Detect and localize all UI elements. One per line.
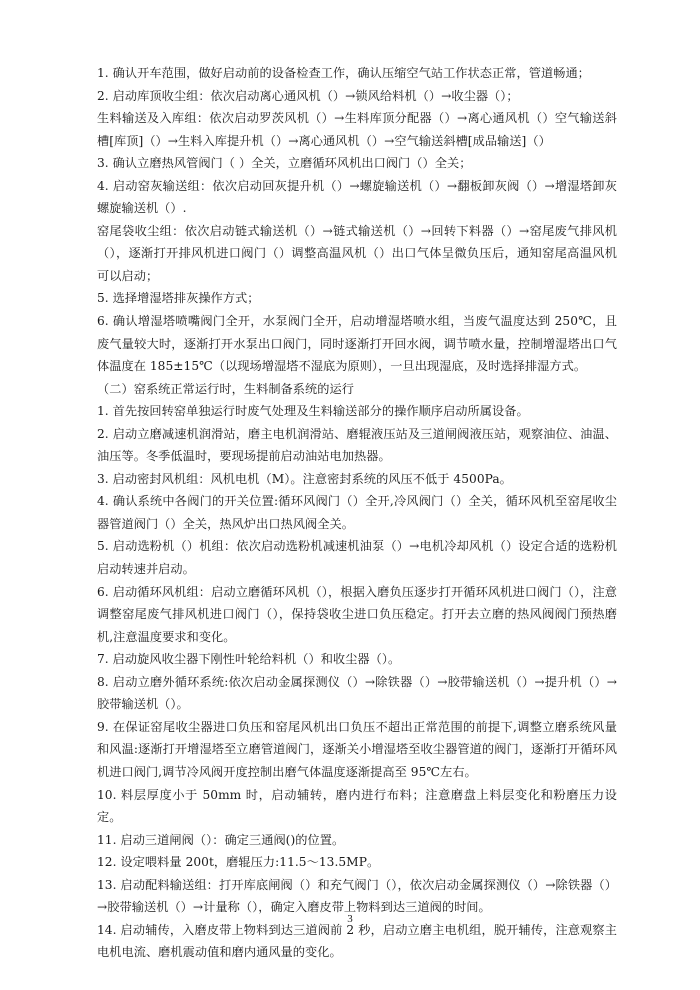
paragraph-b-6: 6. 启动循环风机组：启动立磨循环风机（），根据入磨负压逐步打开循环风机进口阀门（），注意调整窑尾废气排风机进口阀门（），保持袋收尘进口负压稳定。打开去立磨的热风阀阀门预热磨机,注意温度要求和变化。 [97, 584, 617, 644]
paragraph-raw-meal-conveying: 生料输送及入库组：依次启动罗茨风机（）→生料库顶分配器（）→离心通风机（）空气输送斜槽[库顶]（）→生料入库提升机（）→离心通风机（）→空气输送斜槽[成品输送]（） [97, 111, 617, 148]
document-body [97, 62, 617, 964]
paragraph-b-3: 3. 启动密封风机组：风机电机（M）。注意密封系统的风压不低于 4500Pa。 [97, 471, 512, 486]
paragraph-b-11: 11. 启动三道闸阀（）：确定三通阀()的位置。 [97, 832, 345, 847]
paragraph-b-4: 4. 确认系统中各阀门的开关位置:循环风阀门（）全开,冷风阀门（）全关，循环风机至窑尾收尘器管道阀门（）全关，热风炉出口热风阀全关。 [97, 494, 617, 531]
paragraph-b-2: 2. 启动立磨减速机润滑站，磨主电机润滑站、磨辊液压站及三道闸阀液压站，观察油位、油温、油压等。冬季低温时，要现场提前启动油站电加热器。 [97, 426, 617, 464]
paragraph-b-13: 13. 启动配料输送组：打开库底闸阀（）和充气阀门（），依次启动金属探测仪（）→除铁器（）→胶带输送机（）→计量称（），确定入磨皮带上物料到达三道阀的时间。 [97, 877, 617, 915]
paragraph-step-5: 5. 选择增湿塔排灰操作方式； [97, 291, 260, 306]
section-heading: （二）窑系统正常运行时，生料制备系统的运行 [97, 381, 354, 396]
paragraph-step-6: 6. 确认增湿塔喷嘴阀门全开，水泵阀门全开，启动增湿塔喷水组，当废气温度达到 250℃，且废气量较大时，逐渐打开水泵出口阀门，同时逐渐打开回水阀，调节喷水量，控制增湿塔出口气体温度在 185±15℃（以现场增湿塔不湿底为原则），一旦出现湿底，及时选择排湿方式。 [97, 314, 617, 374]
paragraph-b-1: 1. 首先按回转窑单独运行时废气处理及生料输送部分的操作顺序启动所属设备。 [97, 404, 529, 419]
paragraph-kiln-tail-bag: 窑尾袋收尘组：依次启动链式输送机（）→链式输送机（）→回转下料器（）→窑尾废气排风机（），逐渐打开排风机进口阀门（）调整高温风机（）出口气体呈微负压后，通知窑尾高温风机可以启动； [97, 223, 617, 283]
paragraph-step-4-kiln-ash: 4. 启动窑灰输送组：依次启动回灰提升机（）→螺旋输送机（）→翻板卸灰阀（）→增湿塔卸灰螺旋输送机（）. [97, 178, 617, 216]
page-number: 3 [347, 913, 353, 925]
paragraph-step-2-roof-dust: 2. 启动库顶收尘组：依次启动离心通风机（）→锁风给料机（）→收尘器（）； [97, 88, 519, 103]
paragraph-step-3: 3. 确认立磨热风管阀门（ ）全关，立磨循环风机出口阀门（）全关； [97, 156, 472, 171]
paragraph-b-14: 14. 启动辅传，入磨皮带上物料到达三道阀前 2 秒，启动立磨主电机组，脱开辅传，注意观察主电机电流、磨机震动值和磨内通风量的变化。 [97, 922, 617, 960]
paragraph-b-5: 5. 启动选粉机（）机组：依次启动选粉机减速机油泵（）→电机冷却风机（）设定合适的选粉机启动转速并启动。 [97, 539, 617, 577]
paragraph-b-9: 9. 在保证窑尾收尘器进口负压和窑尾风机出口负压不超出正常范围的前提下,调整立磨系统风量和风温:逐渐打开增湿塔至立磨管道阀门，逐渐关小增湿塔至收尘器管道的阀门，逐渐打开循环风机进口阀门,调节冷风阀开度控制出磨气体温度逐渐提高至 95℃左右。 [97, 719, 617, 779]
paragraph-step-1: 1. 确认开车范围，做好启动前的设备检查工作，确认压缩空气站工作状态正常，管道畅通； [97, 66, 590, 80]
paragraph-b-8: 8. 启动立磨外循环系统:依次启动金属探测仪（）→除铁器（）→胶带输送机（）→提升机（）→胶带输送机（）。 [97, 674, 617, 712]
paragraph-b-12: 12. 设定喂料量 200t，磨辊压力:11.5～13.5MP。 [97, 855, 380, 870]
paragraph-b-10: 10. 料层厚度小于 50mm 时，启动辅转，磨内进行布料；注意磨盘上料层变化和粉磨压力设定。 [97, 787, 617, 825]
paragraph-b-7: 7. 启动旋风收尘器下刚性叶轮给料机（）和收尘器（）。 [97, 652, 401, 667]
